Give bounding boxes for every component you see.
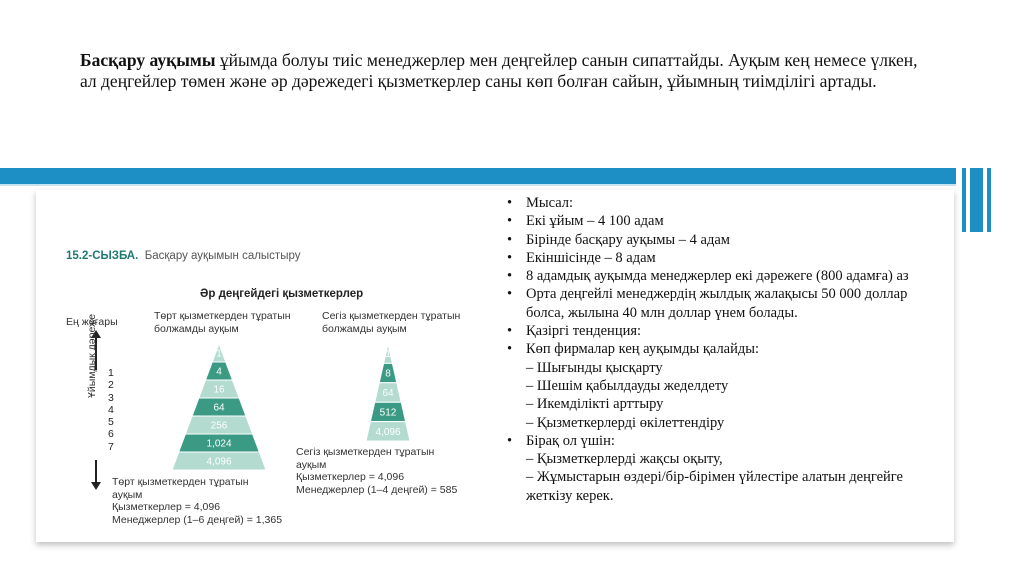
bullet-dot-icon: • (507, 213, 513, 230)
header-band-thin (0, 184, 956, 186)
left-caption-line: Қызметкерлер = 4,096 (112, 501, 221, 513)
right-caption-line: ауқым (296, 458, 327, 471)
decor-bar (970, 168, 983, 232)
left-header-line: болжамды ауқым (154, 322, 239, 335)
bullet-item (506, 231, 936, 249)
bullet-subline: – Шығынды қысқарту (526, 359, 663, 376)
right-header-line: болжамды ауқым (322, 322, 407, 335)
pyr-right-tier-label: 64 (382, 388, 394, 399)
right-pyramid-caption (296, 446, 457, 496)
bullet-dot-icon: • (507, 249, 513, 266)
pyr-right-tier-label: 8 (385, 368, 391, 380)
level-number: 7 (108, 440, 114, 453)
decor-bar (987, 168, 991, 232)
bullet-dot-icon: • (507, 286, 513, 303)
level-numbers (108, 367, 114, 453)
bullet-item (506, 340, 936, 431)
left-caption-line: Төрт қызметкерден тұратын (112, 476, 249, 488)
bullet-subline: – Жұмыстарын өздері/бір-бірімен үйлестіре алатын деңгейге жеткізу керек. (526, 469, 903, 504)
pyr-right-tier-label: 1 (385, 349, 391, 361)
level-number: 5 (108, 416, 114, 429)
intro-text: ұйымда болуы тиіс менеджерлер мен деңгейлер санын сипаттайды. Ауқым кең немесе үлкен, ал деңгейлер төмен және әр дәрежедегі қызметкерлер саны көп болған сайын, ұйымның тиімділігі артады. (80, 50, 918, 91)
left-pyramid-header (154, 310, 291, 335)
right-caption-line: Қызметкерлер = 4,096 (296, 471, 405, 483)
pyr-right-tier-label: 512 (379, 407, 397, 419)
bullet-text: Бірінде басқару ауқымы – 4 адам (526, 231, 730, 248)
level-number: 6 (108, 428, 114, 441)
bullet-item (506, 194, 936, 212)
bullet-subline: – Икемділікті арттыру (526, 396, 664, 413)
right-caption-line: Сегіз қызметкерден тұратын (296, 446, 435, 458)
decor-bar (962, 168, 966, 232)
level-number: 1 (108, 367, 114, 379)
level-number: 3 (108, 391, 114, 404)
bullet-item (506, 212, 936, 230)
bullet-dot-icon: • (507, 231, 513, 248)
left-caption-line: Менеджерлер (1–6 деңгей) = 1,365 (112, 513, 283, 526)
intro-paragraph (80, 50, 930, 92)
bullet-text: 8 адамдық ауқымда менеджерлер екі дәрежеге (800 адамға) аз (526, 268, 909, 285)
axis-top-label: Ең жоғары (66, 316, 118, 328)
bullet-text: Орта деңгейлі менеджердің жылдық жалақысы 50 000 доллар болса, жылына 40 млн доллар үнем болады. (526, 286, 908, 321)
pyr-left-tier-label: 64 (213, 402, 225, 414)
bullet-subline: – Шешім қабылдауды жеделдету (526, 377, 729, 394)
pyr-left-tier-label: 256 (210, 420, 228, 432)
bullet-item (506, 432, 936, 505)
bullet-dot-icon: • (507, 432, 513, 449)
figure-title (66, 250, 301, 262)
bullet-dot-icon: • (507, 268, 513, 285)
pyr-left-tier-label: 1 (216, 348, 222, 360)
pyr-left-tier-label: 4 (216, 366, 222, 378)
intro-bold-term: Басқару ауқымы (80, 50, 216, 70)
pyr-left-tier-label: 1,024 (206, 438, 232, 450)
left-pyramid-caption (112, 476, 282, 526)
bullet-dot-icon: • (507, 323, 513, 340)
right-pyramid (366, 344, 410, 441)
bullet-item (506, 249, 936, 267)
header-band (0, 168, 956, 184)
bullet-text: Екі ұйым – 4 100 адам (526, 213, 664, 230)
arrow-down-icon (91, 482, 101, 490)
bullet-subline: – Қызметкерлерді жақсы оқыту, (526, 451, 723, 468)
right-header-line: Сегіз қызметкерден тұратын (322, 310, 461, 322)
pyr-left-tier-label: 16 (213, 384, 225, 396)
bullet-text: Қазіргі тенденция: (526, 323, 642, 340)
bullet-dot-icon: • (507, 341, 513, 358)
axis-label: Ұйымдық дәреже (86, 313, 98, 398)
left-pyramid (172, 344, 266, 471)
pyr-left-tier-label: 4,096 (206, 456, 232, 468)
bullet-text: Бірақ ол үшін: (526, 432, 615, 449)
bullet-text: Мысал: (526, 195, 574, 211)
left-caption-line: ауқым (112, 488, 143, 501)
bullet-item (506, 267, 936, 285)
bullet-list (506, 194, 936, 505)
bullet-item (506, 285, 936, 322)
figure-subtitle: Әр деңгейдегі қызметкерлер (200, 288, 364, 300)
figure-title-text: Басқару ауқымын салыстыру (144, 250, 301, 262)
bullet-dot-icon: • (507, 195, 513, 211)
right-caption-line: Менеджерлер (1–4 деңгей) = 585 (296, 483, 458, 496)
bullet-item (506, 322, 936, 340)
bullet-text: Екіншісінде – 8 адам (526, 249, 656, 266)
figure-number: 15.2-СЫЗБА. (66, 250, 139, 262)
left-header-line: Төрт қызметкерден тұратын (154, 310, 291, 322)
right-pyramid-header (322, 310, 460, 335)
level-number: 2 (108, 379, 114, 392)
bullet-text: Көп фирмалар кең ауқымды қалайды: (526, 341, 760, 358)
axis-line-bottom (95, 460, 97, 484)
bullet-subline: – Қызметкерлерді өкілеттендіру (526, 414, 725, 431)
pyr-right-tier-label: 4,096 (375, 426, 401, 438)
level-number: 4 (108, 403, 114, 416)
